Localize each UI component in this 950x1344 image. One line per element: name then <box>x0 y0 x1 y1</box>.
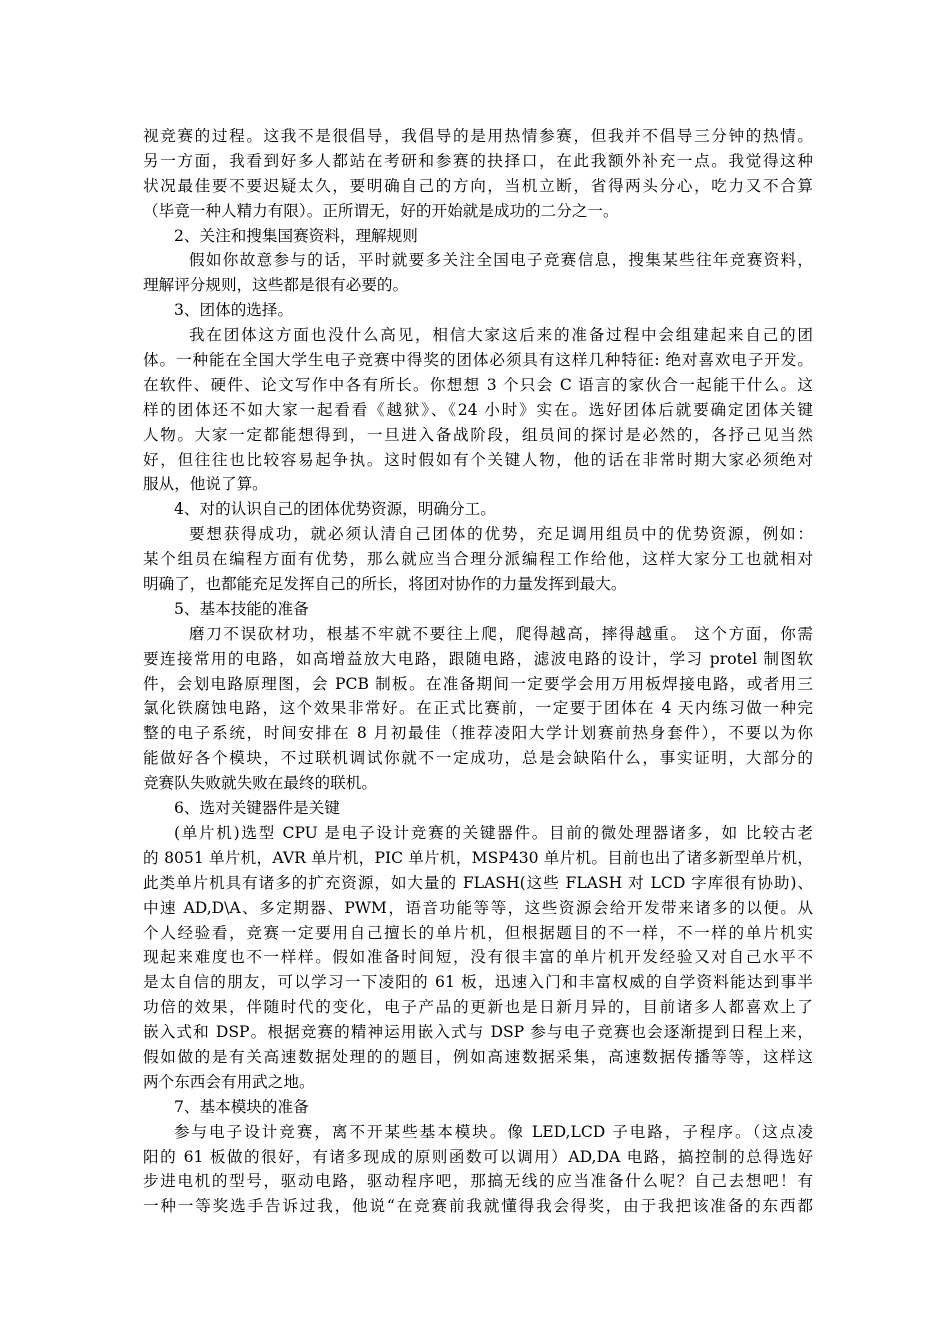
paragraph-line: 阳的 61 板做的很好，有诸多现成的原则函数可以调用）AD,DA 电路，搞控制的总得选好 <box>143 1147 813 1166</box>
paragraph-line: 竞赛队失败就失败在最终的联机。 <box>143 774 377 793</box>
paragraph-line: 理解评分规则，这些都是很有必要的。 <box>143 276 409 295</box>
paragraph-line: 件，会划电路原理图，会 PCB 制板。在准备期间一定要学会用万用板焊接电路，或者用三 <box>143 674 813 693</box>
paragraph-line: 是太自信的朋友，可以学习一下凌阳的 61 板，迅速入门和丰富权威的自学资料能达到事半 <box>143 973 813 992</box>
paragraph-line: 视竞赛的过程。这我不是很倡导，我倡导的是用热情参赛，但我并不倡导三分钟的热情。 <box>143 127 813 145</box>
paragraph-line: 的 8051 单片机，AVR 单片机，PIC 单片机，MSP430 单片机。目前也出了诸多新型单片机， <box>143 848 813 867</box>
paragraph-line: 功倍的效果，伴随时代的变化，电子产品的更新也是日新月异的，目前诸多人都喜欢上了 <box>143 998 813 1017</box>
section-heading: 2、关注和搜集国赛资料，理解规则 <box>174 226 418 245</box>
paragraph-line: 个人经验看，竞赛一定要用自己擅长的单片机，但根据题目的不一样，不一样的单片机实 <box>143 923 813 942</box>
paragraph-line: 某个组员在编程方面有优势，那么就应当合理分派编程工作给他，这样大家分工也就相对 <box>143 550 813 569</box>
paragraph-line: 我在团体这方面也没什么高见，相信大家这后来的准备过程中会组建起来自己的团 <box>189 326 813 345</box>
paragraph-line: 一种一等奖选手告诉过我，他说“在竞赛前我就懂得我会得奖，由于我把该准备的东西都 <box>143 1197 813 1216</box>
paragraph-line: 服从，他说了算。 <box>143 475 268 494</box>
paragraph-line: 要想获得成功，就必须认清自己团体的优势，充足调用组员中的优势资源，例如： <box>189 525 813 544</box>
paragraph-line: 整的电子系统，时间安排在 8 月初最佳（推荐凌阳大学计划赛前热身套件），不要以为你 <box>143 724 813 743</box>
paragraph-line: 要连接常用的电路，如高增益放大电路，跟随电路，滤波电路的设计，学习 protel 制图软 <box>143 649 813 668</box>
paragraph-line: 假如做的是有关高速数据处理的的题目，例如高速数据采集，高速数据传播等等，这样这 <box>143 1047 813 1066</box>
paragraph-line: 两个东西会有用武之地。 <box>143 1072 315 1091</box>
paragraph-line: 能做好各个模块，不过联机调试你就不一定成功，总是会缺陷什么，事实证明，大部分的 <box>143 749 813 768</box>
paragraph-line: 好，但往往也比较容易起争执。这时假如有个关键人物，他的话在非常时期大家必须绝对 <box>143 450 813 469</box>
paragraph-line: 样的团体还不如大家一起看看《越狱》、《24 小时》实在。选好团体后就要确定团体关键 <box>143 400 813 419</box>
paragraph-line: 体。一种能在全国大学生电子竞赛中得奖的团体必须具有这样几种特征: 绝对喜欢电子开发。 <box>143 351 813 370</box>
paragraph-line: 状况最佳要不要迟疑太久，要明确自己的方向，当机立断，省得两头分心，吃力又不合算 <box>143 176 813 195</box>
paragraph-line: 另一方面，我看到好多人都站在考研和参赛的抉择口，在此我额外补充一点。我觉得这种 <box>143 151 813 170</box>
paragraph-line: (单片机)选型 CPU 是电子设计竞赛的关键器件。目前的微处理器诸多，如 比较古老 <box>174 823 813 842</box>
paragraph-line: 明确了，也都能充足发挥自己的所长，将团对协作的力量发挥到最大。 <box>143 575 627 594</box>
section-heading: 5、基本技能的准备 <box>174 599 309 618</box>
paragraph-line: 中速 AD,D\A、多定期器、PWM，语音功能等等，这些资源会给开发带来诸多的以便。从 <box>143 898 813 917</box>
paragraph-line: 步进电机的型号，驱动电路，驱动程序吧，那搞无线的应当准备什么呢？自己去想吧！有 <box>143 1172 813 1191</box>
paragraph-line: 磨刀不误砍材功，根基不牢就不要往上爬，爬得越高，摔得越重。 这个方面，你需 <box>189 624 813 643</box>
document-body <box>143 124 813 1219</box>
paragraph-line: 人物。大家一定都能想得到，一旦进入备战阶段，组员间的探讨是必然的，各抒己见当然 <box>143 425 813 444</box>
section-heading: 4、对的认识自己的团体优势资源，明确分工。 <box>174 500 496 519</box>
paragraph-line: 此类单片机具有诸多的扩充资源，如大量的 FLASH(这些 FLASH 对 LCD 字库很有协助)、 <box>143 873 813 892</box>
section-heading: 6、选对关键器件是关键 <box>174 799 340 818</box>
paragraph-line: 现起来难度也不一样样。假如准备时间短，没有很丰富的单片机开发经验又对自己水平不 <box>143 948 813 967</box>
section-heading: 7、基本模块的准备 <box>174 1097 309 1116</box>
paragraph-line: （毕竟一种人精力有限）。正所谓无，好的开始就是成功的二分之一。 <box>143 201 619 220</box>
paragraph-line: 氯化铁腐蚀电路，这个效果非常好。在正式比赛前，一定要于团体在 4 天内练习做一种完 <box>143 699 813 718</box>
paragraph-line: 参与电子设计竞赛，离不开某些基本模块。像 LED,LCD 子电路，子程序。（这点凌 <box>174 1122 813 1141</box>
paragraph-line: 嵌入式和 DSP。根据竞赛的精神运用嵌入式与 DSP 参与电子竞赛也会逐渐提到日程上来， <box>143 1023 813 1042</box>
paragraph-line: 假如你故意参与的话，平时就要多关注全国电子竞赛信息，搜集某些往年竞赛资料， <box>189 251 813 270</box>
paragraph-line: 在软件、硬件、论文写作中各有所长。你想想 3 个只会 C 语言的家伙合一起能干什么。这 <box>143 375 813 394</box>
section-heading: 3、团体的选择。 <box>174 301 294 320</box>
